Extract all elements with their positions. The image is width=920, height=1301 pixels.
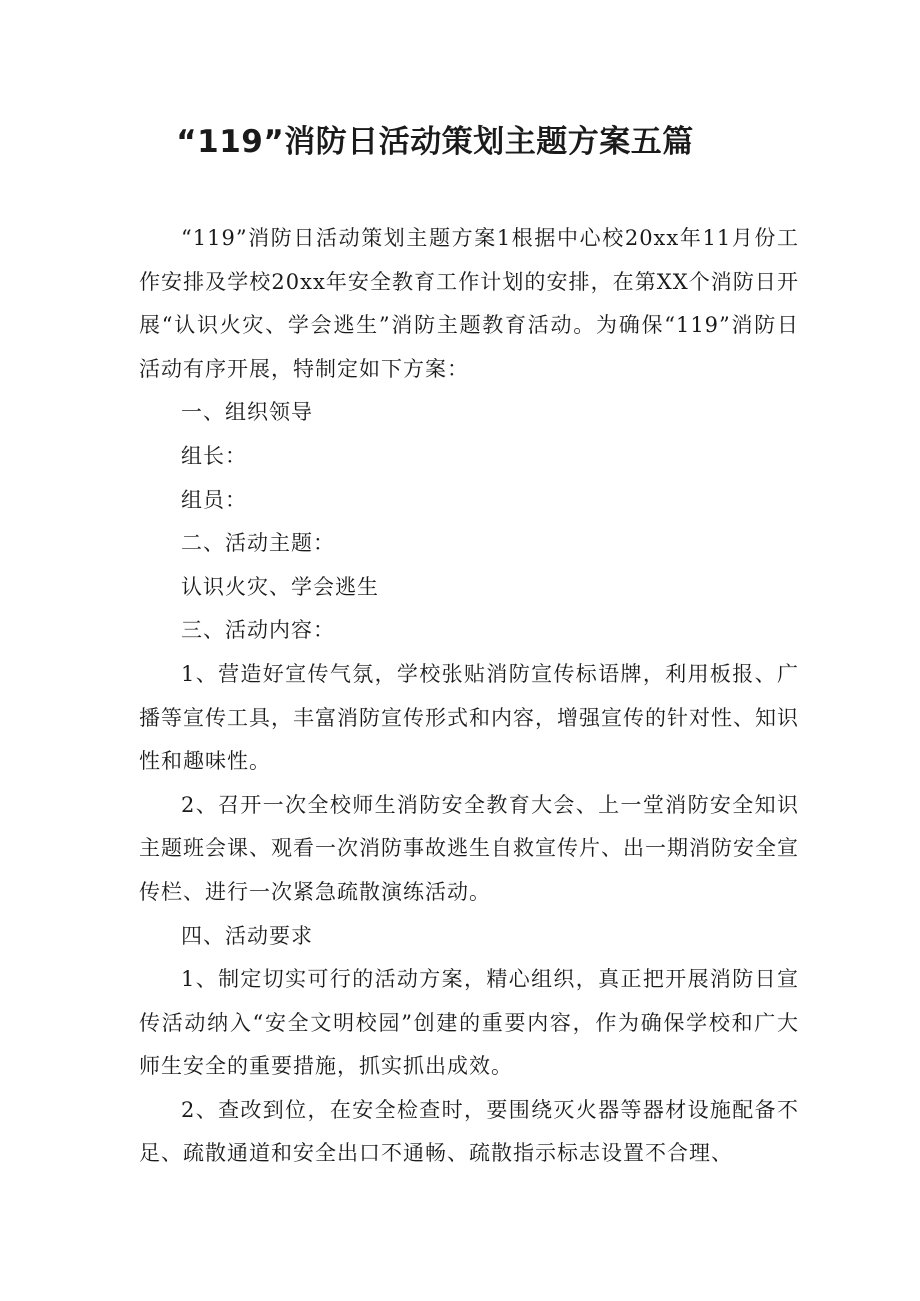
- content-item-1: 1、营造好宣传气氛，学校张贴消防宣传标语牌，利用板报、广播等宣传工具，丰富消防宣传形式和内容，增强宣传的针对性、知识性和趣味性。: [139, 661, 799, 774]
- requirement-item-1: 1、制定切实可行的活动方案，精心组织，真正把开展消防日宣传活动纳入“安全文明校园”创建的重要内容，作为确保学校和广大师生安全的重要措施，抓实抓出成效。: [139, 967, 799, 1079]
- theme-text: 认识火灾、学会逃生: [181, 574, 379, 599]
- intro-paragraph: “119”消防日活动策划主题方案1根据中心校20xx年11月份工作安排及学校20xx年安全教育工作计划的安排，在第XX个消防日开展“认识火灾、学会逃生”消防主题教育活动。为确保“119”消防日活动有序开展，特制定如下方案：: [139, 226, 799, 381]
- document-title: “119”消防日活动策划主题方案五篇: [176, 124, 694, 160]
- document-body: [139, 217, 799, 1176]
- section-heading-requirements: 四、活动要求: [181, 923, 313, 948]
- content-item-2: 2、召开一次全校师生消防安全教育大会、上一堂消防安全知识主题班会课、观看一次消防事故逃生自救宣传片、出一期消防安全宣传栏、进行一次紧急疏散演练活动。: [139, 792, 799, 904]
- section-heading-content: 三、活动内容：: [181, 618, 335, 643]
- section-heading-theme: 二、活动主题：: [181, 531, 335, 556]
- group-leader-line: 组长：: [181, 443, 247, 468]
- group-members-line: 组员：: [181, 487, 247, 512]
- requirement-item-2: 2、查改到位，在安全检查时，要围绕灭火器等器材设施配备不足、疏散通道和安全出口不通畅、疏散指示标志设置不合理、: [139, 1097, 799, 1166]
- section-heading-organization: 一、组织领导: [181, 400, 313, 425]
